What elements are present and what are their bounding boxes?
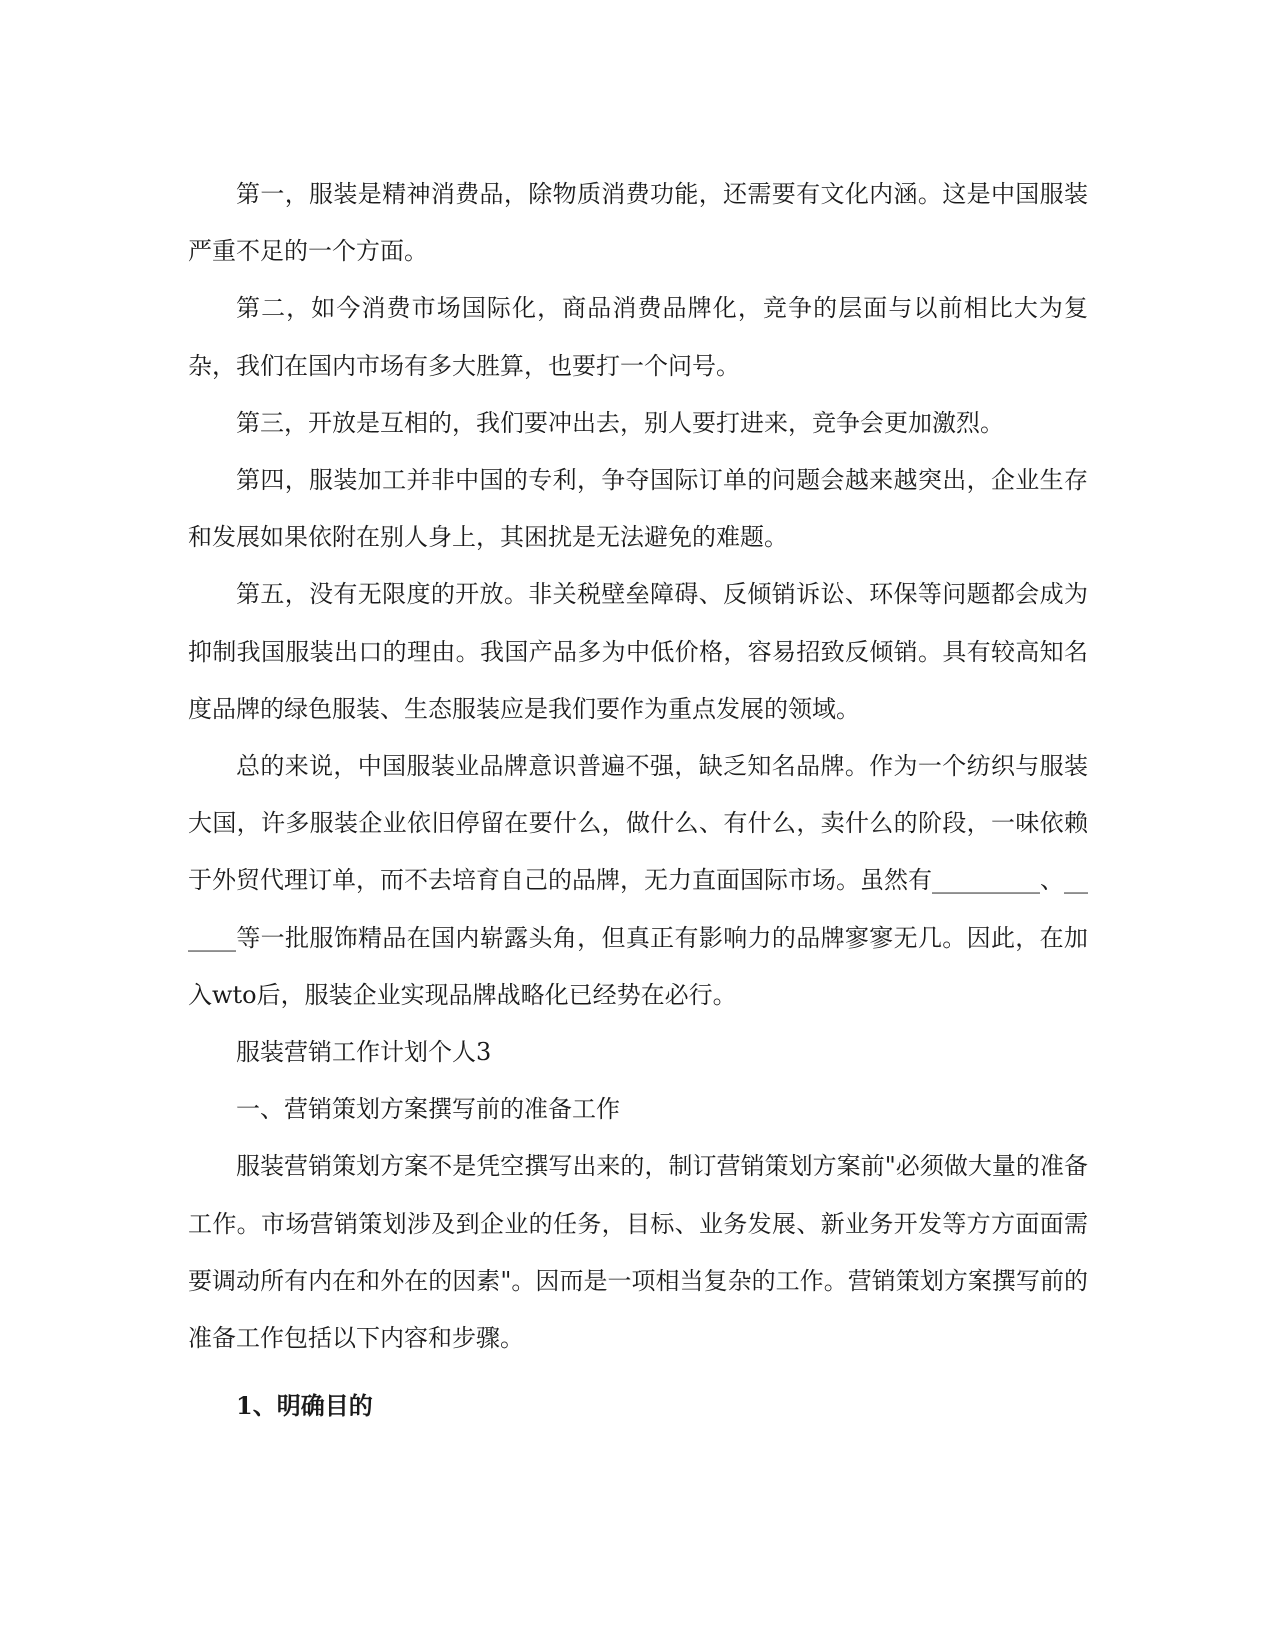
section-title: 服装营销工作计划个人3 — [236, 1038, 492, 1067]
paragraph-preparation: 服装营销策划方案不是凭空撰写出来的，制订营销策划方案前"必须做大量的准备工作。市场营销策划涉及到企业的任务，目标、业务发展、新业务开发等方方面面需要调动所有内在和外在的因素"。因而是一项相当复杂的工作。营销策划方案撰写前的准备工作包括以下内容和步骤。 — [188, 1152, 1088, 1353]
paragraph-fifth-point: 第五，没有无限度的开放。非关税壁垒障碍、反倾销诉讼、环保等问题都会成为抑制我国服装出口的理由。我国产品多为中低价格，容易招致反倾销。具有较高知名度品牌的绿色服装、生态服装应是我们要作为重点发展的领域。 — [188, 580, 1088, 723]
subheading-purpose: 1、明确目的 — [236, 1391, 373, 1421]
document-body — [188, 166, 1088, 1434]
paragraph-summary: 总的来说，中国服装业品牌意识普遍不强，缺乏知名品牌。作为一个纺织与服装大国，许多服装企业依旧停留在要什么，做什么、有什么，卖什么的阶段，一味依赖于外贸代理订单，而不去培育自己的品牌，无力直面国际市场。虽然有_________、______等一批服饰精品在国内崭露头角，但真正有影响力的品牌寥寥无几。因此，在加入wto后，服装企业实现品牌战略化已经势在必行。 — [188, 752, 1088, 1009]
paragraph-first-point: 第一，服装是精神消费品，除物质消费功能，还需要有文化内涵。这是中国服装严重不足的一个方面。 — [188, 180, 1088, 266]
paragraph-third-point: 第三，开放是互相的，我们要冲出去，别人要打进来，竞争会更加激烈。 — [236, 408, 1004, 437]
section-heading-preparation: 一、营销策划方案撰写前的准备工作 — [236, 1095, 620, 1124]
paragraph-second-point: 第二，如今消费市场国际化，商品消费品牌化，竞争的层面与以前相比大为复杂，我们在国内市场有多大胜算，也要打一个问号。 — [188, 294, 1088, 380]
paragraph-fourth-point: 第四，服装加工并非中国的专利，争夺国际订单的问题会越来越突出，企业生存和发展如果依附在别人身上，其困扰是无法避免的难题。 — [188, 466, 1088, 552]
